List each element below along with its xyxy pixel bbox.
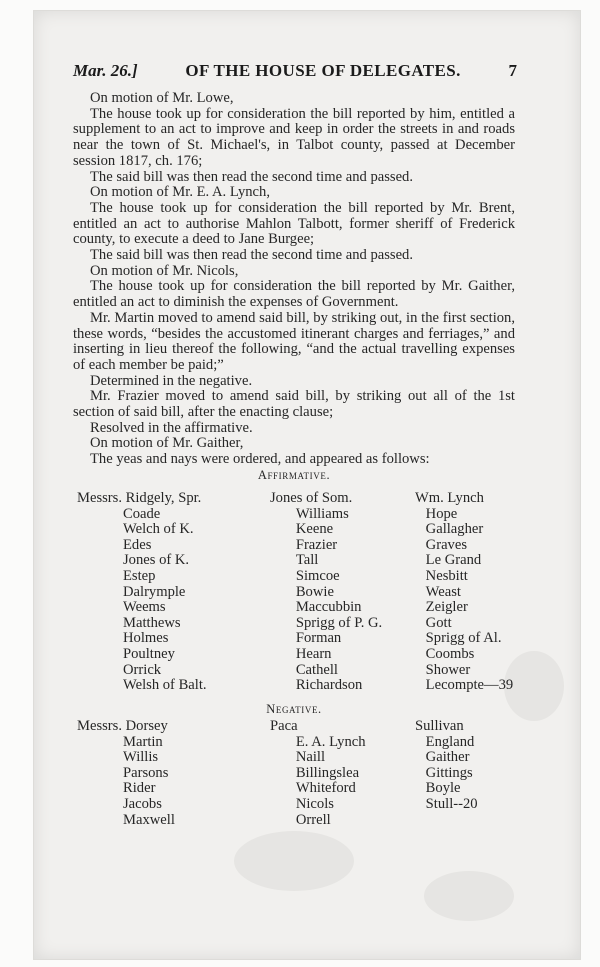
- member-name: [426, 813, 517, 829]
- vote-row: [77, 719, 517, 735]
- vote-row: [77, 766, 517, 782]
- member-name: Frazier: [295, 536, 338, 553]
- member-name: Estep: [123, 567, 156, 584]
- member-name: Jones of K.: [123, 552, 190, 569]
- member-name: Richardson: [295, 677, 363, 694]
- page-number: 7: [508, 61, 517, 80]
- member-name: Dalrymple: [123, 583, 186, 600]
- paragraph: On motion of Mr. Lowe,: [90, 90, 234, 106]
- member-name: Wm. Lynch: [415, 490, 484, 506]
- member-name: Willis: [123, 749, 159, 766]
- member-name: Graves: [425, 536, 468, 553]
- member-name: Lecompte—39: [425, 677, 514, 694]
- affirmative-heading: Affirmative.: [257, 467, 331, 482]
- member-name: England: [425, 733, 475, 750]
- member-name: Hope: [425, 505, 458, 522]
- member-name: Bowie: [295, 583, 334, 600]
- member-name: Sprigg of Al.: [425, 630, 502, 647]
- member-name: Jacobs: [123, 795, 162, 812]
- member-name: Gaither: [425, 749, 470, 766]
- member-name: Maccubbin: [295, 599, 362, 616]
- member-name: Paca: [270, 718, 298, 734]
- member-name: Weems: [123, 599, 166, 616]
- member-name: Stull--20: [425, 795, 478, 812]
- stain: [424, 871, 514, 921]
- member-name: Shower: [425, 661, 471, 678]
- paragraph: Resolved in the affirmative.: [90, 419, 253, 436]
- vote-row: [77, 631, 517, 647]
- member-name: Zeigler: [425, 599, 468, 616]
- member-name: Naill: [295, 749, 326, 766]
- member-name: Tall: [295, 552, 319, 569]
- header-title: OF THE HOUSE OF DELEGATES.: [185, 61, 461, 80]
- paragraph: Mr. Frazier moved to amend said bill, by striking out all of the 1st section of said bill, after the enacting clause;: [73, 388, 515, 421]
- member-name: Forman: [295, 630, 342, 647]
- member-name: Edes: [123, 536, 152, 553]
- paragraph: On motion of Mr. Gaither,: [90, 435, 244, 452]
- member-name: Messrs. Ridgely, Spr.: [77, 490, 202, 506]
- member-name: E. A. Lynch: [295, 733, 366, 750]
- paragraph: The yeas and nays were ordered, and appeared as follows:: [90, 451, 430, 468]
- running-header: [73, 61, 517, 81]
- negative-heading: Negative.: [266, 702, 322, 716]
- vote-row: [77, 616, 517, 632]
- vote-row: [77, 507, 517, 523]
- member-name: Weast: [425, 583, 461, 600]
- member-name: Sprigg of P. G.: [295, 614, 383, 631]
- member-name: Messrs. Dorsey: [77, 718, 168, 734]
- vote-row: [77, 797, 517, 813]
- member-name: Nesbitt: [425, 567, 468, 584]
- paragraph: Mr. Martin moved to amend said bill, by striking out, in the first section, these words, “besides the accustomed itinerant charges and ferriages,” and inserting in lieu thereof the following, “and the actual travelling expenses of each member be paid;”: [73, 309, 515, 373]
- member-name: Le Grand: [425, 552, 482, 569]
- member-name: Coombs: [425, 645, 475, 662]
- vote-row: [77, 569, 517, 585]
- member-name: Holmes: [123, 630, 169, 647]
- member-name: Welsh of Balt.: [123, 677, 207, 694]
- vote-row: [77, 813, 517, 829]
- vote-row: [77, 735, 517, 751]
- paragraph: The said bill was then read the second time and passed.: [90, 168, 413, 185]
- paragraph: On motion of Mr. Nicols,: [90, 262, 239, 279]
- member-name: Cathell: [295, 661, 338, 678]
- member-name: Matthews: [123, 614, 181, 631]
- vote-row: [77, 553, 517, 569]
- affirmative-votes: [77, 491, 517, 694]
- stain: [234, 831, 354, 891]
- paragraph: The house took up for consideration the bill reported by him, entitled a supplement to an act to improve and keep in order the streets in and roads near the town of St. Michael's, in Talbot county, passed at December session 1817, ch. 176;: [73, 105, 515, 169]
- journal-text: [73, 91, 515, 484]
- member-name: Rider: [123, 780, 156, 797]
- vote-row: [77, 491, 517, 507]
- member-name: Parsons: [123, 764, 169, 781]
- member-name: Orrick: [123, 661, 162, 678]
- member-name: Williams: [295, 505, 349, 522]
- member-name: Maxwell: [123, 811, 175, 828]
- member-name: Coade: [123, 505, 161, 522]
- member-name: Orrell: [295, 811, 331, 828]
- vote-row: [77, 678, 517, 694]
- member-name: Gallagher: [425, 521, 484, 538]
- member-name: Billingslea: [295, 764, 360, 781]
- member-name: Martin: [123, 733, 163, 750]
- vote-row: [77, 600, 517, 616]
- vote-row: [77, 538, 517, 554]
- vote-row: [77, 647, 517, 663]
- member-name: Whiteford: [295, 780, 356, 797]
- vote-row: [77, 522, 517, 538]
- paragraph: Determined in the negative.: [90, 372, 253, 389]
- member-name: Keene: [295, 521, 334, 538]
- vote-row: [77, 750, 517, 766]
- member-name: Hearn: [295, 645, 332, 662]
- member-name: Nicols: [295, 795, 334, 812]
- paragraph: On motion of Mr. E. A. Lynch,: [90, 184, 270, 201]
- vote-row: [77, 781, 517, 797]
- member-name: Sullivan: [415, 718, 464, 734]
- header-date: Mar. 26.]: [73, 61, 138, 80]
- vote-row: [77, 585, 517, 601]
- member-name: Gott: [425, 614, 452, 631]
- vote-row: [77, 663, 517, 679]
- member-name: Boyle: [425, 780, 461, 797]
- paragraph: The house took up for consideration the bill reported by Mr. Brent, entitled an act to authorise Mahlon Talbott, former sheriff of Frederick county, to execute a deed to Jane Burgee;: [73, 199, 515, 248]
- paragraph: The said bill was then read the second time and passed.: [90, 247, 413, 264]
- negative-votes: [77, 719, 517, 828]
- member-name: Gittings: [425, 764, 473, 781]
- paragraph: The house took up for consideration the bill reported by Mr. Gaither, entitled an act to diminish the expenses of Government.: [73, 278, 515, 311]
- member-name: Poultney: [123, 645, 175, 662]
- member-name: Welch of K.: [123, 521, 194, 538]
- member-name: Jones of Som.: [270, 490, 353, 506]
- member-name: Simcoe: [295, 567, 340, 584]
